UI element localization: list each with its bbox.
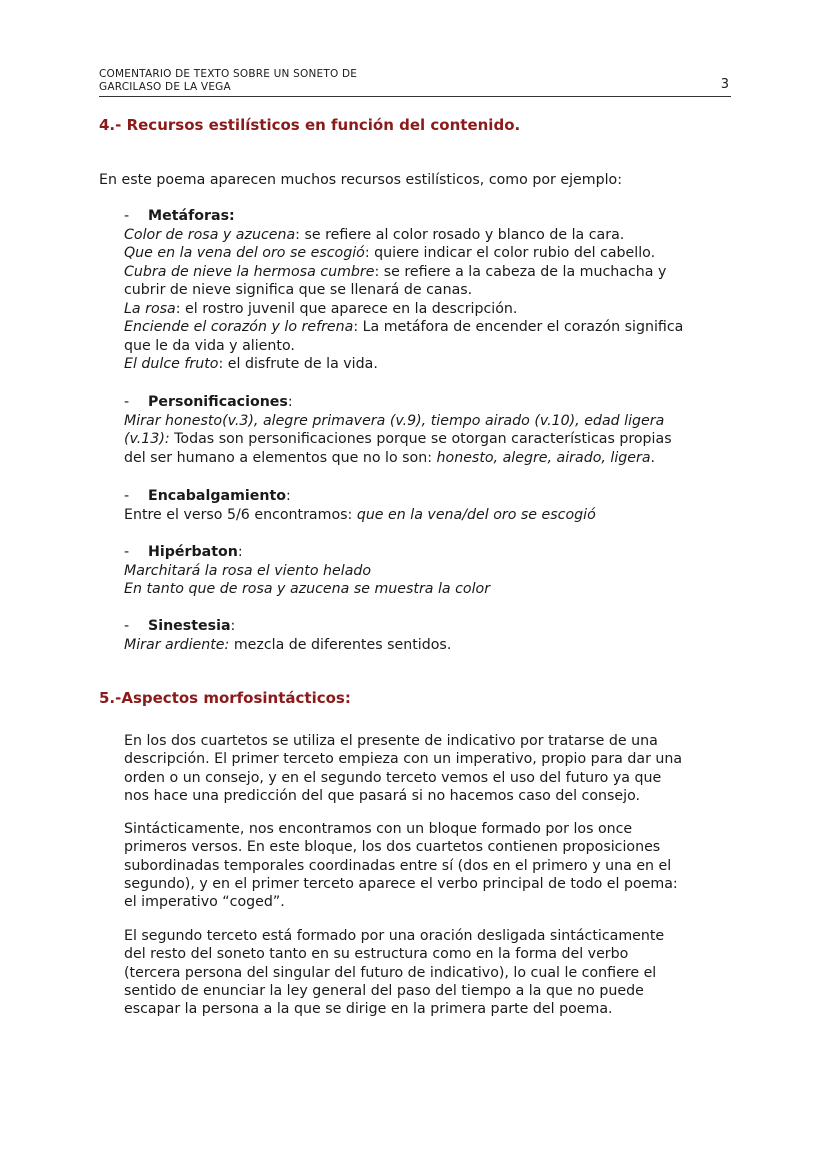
sinestesia-heading [124, 617, 734, 636]
list-dash: - [124, 488, 130, 504]
paragraph-line: En los dos cuartetos se utiliza el presente de indicativo por tratarse de una [124, 733, 658, 749]
list-dash: - [124, 394, 130, 410]
period: . [650, 449, 656, 466]
paragraph-line: segundo), y en el primer terceto aparece el verbo principal de todo el poema: [124, 875, 678, 892]
section-5-paragraph-2 [124, 820, 734, 911]
metafora-explanation: : se refiere a la cabeza de la muchacha y [374, 263, 667, 280]
paragraph-line: descripción. El primer terceto empieza con un imperativo, propio para dar una [124, 751, 683, 768]
metafora-item [124, 281, 734, 300]
paragraph-line: del resto del soneto tanto en su estructura como en la forma del verbo [124, 946, 629, 963]
section-5-title: 5.-Aspectos morfosintácticos: [99, 689, 351, 707]
paragraph-line: (tercera persona del singular del futuro de indicativo), lo cual le confiere el [124, 964, 657, 981]
personificaciones-explanation-end: del ser humano a elementos que no lo son: [124, 449, 437, 466]
list-dash: - [124, 544, 130, 560]
paragraph-line: primeros versos. En este bloque, los dos cuartetos contienen proposiciones [124, 839, 661, 856]
hiperbaton-line-1 [124, 562, 734, 581]
metafora-explanation: que le da vida y aliento. [124, 337, 295, 354]
metafora-item [124, 318, 734, 337]
metafora-item [124, 355, 734, 374]
metafora-item [124, 337, 734, 356]
paragraph-line: Sintácticamente, nos encontramos con un bloque formado por los once [124, 821, 633, 837]
encabalgamiento-example: que en la vena/del oro se escogió [356, 506, 596, 523]
paragraph-line: nos hace una predicción del que pasará si no hacemos caso del consejo. [124, 787, 641, 804]
personificaciones-line-2 [124, 430, 734, 449]
hiperbaton-example: En tanto que de rosa y azucena se muestra la color [124, 581, 491, 597]
sinestesia-example: Mirar ardiente: [124, 636, 230, 653]
metafora-term: La rosa [124, 300, 176, 317]
metafora-explanation: : quiere indicar el color rubio del cabello. [364, 245, 656, 261]
paragraph-line: El segundo terceto está formado por una oración desligada sintácticamente [124, 928, 665, 944]
metafora-item [124, 244, 734, 263]
metafora-item [124, 300, 734, 319]
metafora-explanation: cubrir de nieve significa que se llenará de canas. [124, 282, 473, 298]
section-5-paragraph-3 [124, 927, 734, 1018]
metafora-explanation: : el disfrute de la vida. [218, 356, 378, 372]
page-header [99, 68, 731, 97]
header-line-1: COMENTARIO DE TEXTO SOBRE UN SONETO DE [99, 68, 358, 80]
verse-ref: (v.13): [124, 431, 170, 447]
personificaciones-line-3 [124, 449, 734, 468]
personificaciones-examples: Mirar honesto(v.3), alegre primavera (v.9), tiempo airado (v.10), edad ligera [124, 412, 665, 429]
encabalgamiento-label: Encabalgamiento [148, 488, 286, 504]
personificaciones-label: Personificaciones [148, 394, 288, 410]
personificaciones-line-1 [124, 412, 734, 431]
list-dash: - [124, 618, 130, 634]
list-dash: - [124, 208, 130, 224]
metafora-term: Cubra de nieve la hermosa cumbre [124, 263, 375, 280]
personificaciones-block [124, 393, 734, 467]
encabalgamiento-heading [124, 487, 734, 506]
metafora-item [124, 263, 734, 282]
metafora-term: El dulce fruto [124, 356, 219, 372]
hiperbaton-line-2 [124, 580, 734, 599]
section-4-title: 4.- Recursos estilísticos en función del contenido. [99, 116, 521, 134]
label-colon: : [286, 488, 291, 504]
encabalgamiento-line [124, 506, 734, 525]
page-number: 3 [720, 77, 729, 92]
paragraph-line: sentido de enunciar la ley general del paso del tiempo a la que no puede [124, 982, 644, 999]
header-title [99, 68, 357, 94]
label-colon: : [287, 394, 293, 410]
label-colon: : [230, 618, 236, 634]
personificaciones-words: honesto, alegre, airado, ligera [436, 449, 651, 466]
hiperbaton-heading [124, 543, 734, 562]
encabalgamiento-block [124, 487, 734, 524]
hiperbaton-label: Hipérbaton [148, 544, 238, 560]
metafora-item [124, 226, 734, 245]
section-4-intro: En este poema aparecen muchos recursos estilísticos, como por ejemplo: [99, 172, 622, 188]
metafora-explanation: : La metáfora de encender el corazón significa [353, 319, 684, 335]
hiperbaton-example: Marchitará la rosa el viento helado [124, 562, 372, 579]
section-5-paragraph-1 [124, 732, 734, 805]
paragraph-line: subordinadas temporales coordinadas entre sí (dos en el primero y una en el [124, 857, 672, 874]
metafora-term: Enciende el corazón y lo refrena [124, 319, 354, 335]
header-line-2: GARCILASO DE LA VEGA [99, 81, 231, 93]
metafora-term: Que en la vena del oro se escogió [124, 245, 365, 261]
encabalgamiento-text: Entre el verso 5/6 encontramos: [124, 506, 357, 523]
personificaciones-explanation: Todas son personificaciones porque se otorgan características propias [169, 431, 672, 447]
sinestesia-line [124, 636, 734, 655]
metaforas-label: Metáforas: [148, 208, 235, 224]
metaforas-heading [124, 207, 734, 226]
label-colon: : [237, 544, 243, 560]
metafora-term: Color de rosa y azucena [124, 226, 296, 243]
personificaciones-heading [124, 393, 734, 412]
metafora-explanation: : el rostro juvenil que aparece en la descripción. [175, 300, 518, 317]
sinestesia-explanation: mezcla de diferentes sentidos. [229, 636, 452, 653]
hiperbaton-block [124, 543, 734, 599]
metaforas-block [124, 207, 734, 374]
paragraph-line: escapar la persona a la que se dirige en la primera parte del poema. [124, 1001, 613, 1018]
paragraph-line: el imperativo “coged”. [124, 894, 285, 911]
sinestesia-label: Sinestesia [148, 618, 231, 634]
metafora-explanation: : se refiere al color rosado y blanco de la cara. [295, 226, 625, 243]
paragraph-line: orden o un consejo, y en el segundo terceto vemos el uso del futuro ya que [124, 769, 662, 786]
sinestesia-block [124, 617, 734, 654]
